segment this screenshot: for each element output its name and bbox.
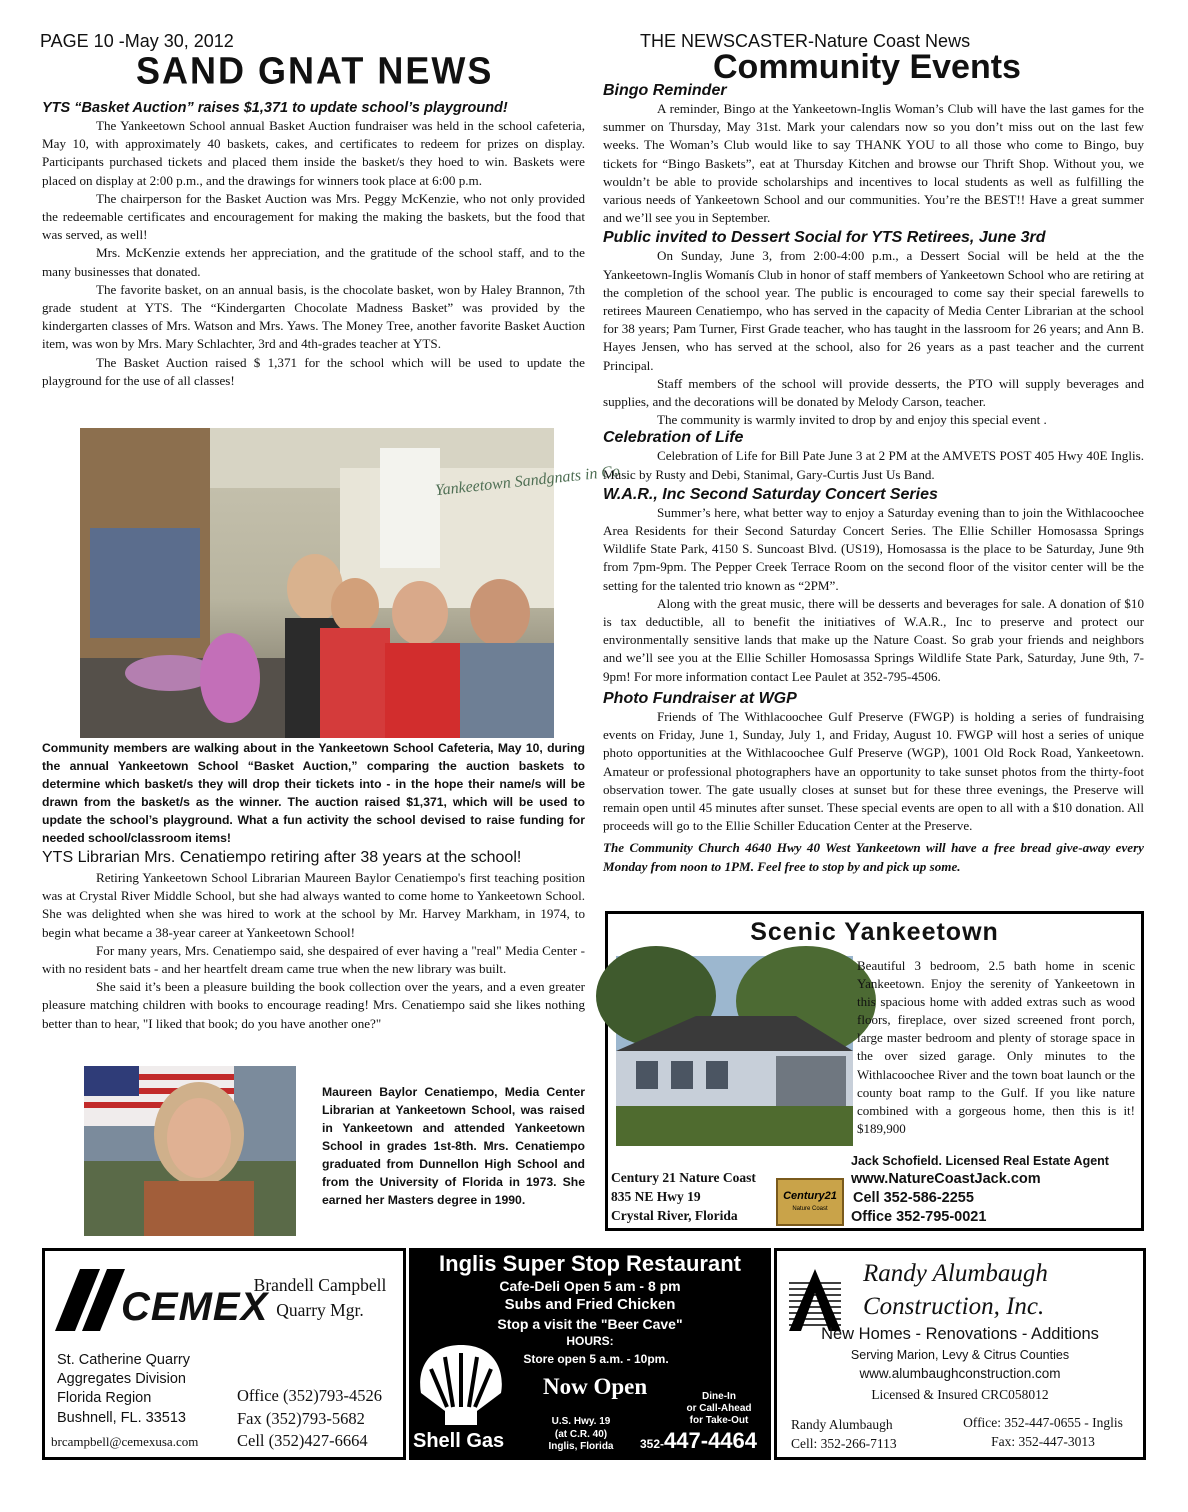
cafe-hours: Cafe-Deli Open 5 am - 8 pm [499, 1278, 681, 1294]
headline-celebration-of-life: Celebration of Life [603, 429, 744, 447]
ad-title: Scenic Yankeetown [750, 918, 999, 946]
century21-logo [776, 1178, 844, 1226]
now-open: Now Open [543, 1374, 648, 1399]
paragraph: The favorite basket, on an annual basis, is the chocolate basket, won by Haley Brannon, 7th grade student at YTS. The “Kindergarten Chocolate Madness Basket” was provided by the kindergarten classes of Mrs. Watson and Mrs. Yaws. The Money Tree, another favorite Basket Auction item, was won by Mrs. Mary Schlachter, 3rd and 4th-grades teacher at YTS. [42, 281, 585, 352]
headline: YTS “Basket Auction” raises $1,371 to update school’s playground! [42, 100, 508, 116]
cemex-contact-name [240, 1273, 400, 1323]
call-ahead: or Call-Ahead [686, 1403, 752, 1414]
cemex-logo [55, 1269, 269, 1333]
beer-cave: Stop a visit the "Beer Cave" [497, 1316, 683, 1332]
headline: YTS Librarian Mrs. Cenatiempo retiring after 38 years at the school! [42, 849, 522, 866]
cemex-phones [237, 1385, 382, 1453]
article-librarian-retiring [42, 849, 585, 1033]
ad-inglis-super-stop [409, 1248, 771, 1460]
agent-info [851, 1152, 1109, 1227]
phone-area-code: 352- [640, 1437, 665, 1451]
restaurant-address [531, 1416, 631, 1454]
section-title-sand-gnat-news: SAND GNAT NEWS [136, 48, 494, 92]
century21-logo-text: Century21 [783, 1190, 837, 1202]
photo-banner-text: Yankeetown Sandgnats in Co [434, 462, 621, 500]
church-notice: The Community Church 4640 Hwy 40 West Yankeetown will have a free bread give-away every Monday from noon to 1PM. Feel free to stop by and pick up some. [603, 840, 1144, 874]
paragraph: Friends of The Withlacoochee Gulf Preserve (FWGP) is holding a series of fundraising events on Friday, June 1, Sunday, July 1, and Friday, August 10. FWGP will host a series of unique photo opportunities at the Withlacoochee Gulf Preserve (WGP), 1001 Old Rock Road, Yankeetown. Amateur or professional photographers have an opportunity to take sunset photos from the thirty-foot observation tower. The gate usually closes at sunset but for these three evenings, the Preserve will remain open until 45 minutes after sunset. These special events are open to all with a $10 donation. All proceeds will go to the Ellie Schiller Education Center at the Preserve. [603, 708, 1144, 834]
cemex-email[interactable]: brcampbell@cemexusa.com [51, 1434, 199, 1449]
cell-phone: Cell (352)427-6664 [237, 1431, 368, 1450]
company-name [863, 1257, 1048, 1323]
address-city: Inglis, Florida [548, 1441, 614, 1452]
broker-street: 835 NE Hwy 19 [611, 1189, 701, 1204]
restaurant-phone [640, 1428, 757, 1454]
broker-city: Crystal River, Florida [611, 1208, 738, 1223]
shell-gas-label: Shell Gas [413, 1430, 505, 1452]
ad-cemex [42, 1248, 406, 1460]
paragraph: A reminder, Bingo at the Yankeetown-Inglis Woman’s Club will have the last games for the summer on Thursday, May 31st. Mark your calendars now so you don’t miss out on the last few weeks. The Woman’s Club would like to say THANK YOU to all those who come to Bingo, buy tickets for “Bingo Baskets”, eat at Thursday Kitchen and browse our Thrift Shop. Without you, we wouldn’t be able to provide scholarships and incentives to local students as well as fulfilling the various needs of Yankeetown School and our communities. You’re the BEST!! Have a great summer and we’ll see you in September. [603, 101, 1144, 226]
agent-name: Jack Schofield. Licensed Real Estate Agent [851, 1154, 1109, 1168]
quarry-name: St. Catherine Quarry [57, 1352, 190, 1368]
owner-name: Randy Alumbaugh [791, 1417, 893, 1432]
photo-caption-maureen: Maureen Baylor Cenatiempo, Media Center Librarian at Yankeetown School, was raised in Yankeetown and attended Yankeetown School in grades 1st-8th. Mrs. Cenatiempo graduated from Dunnellon High School and from the University of Florida in 1973. She earned her Masters degree in 1990. [322, 1085, 585, 1207]
take-out: for Take-Out [689, 1415, 749, 1426]
shell-logo-icon [415, 1341, 507, 1431]
headline-war-concert: W.A.R., Inc Second Saturday Concert Series [603, 485, 938, 503]
paragraph: The Basket Auction raised $ 1,371 for the school which will be used to update the playground for the use of all classes! [42, 354, 585, 388]
broker-name: Century 21 Nature Coast [611, 1170, 756, 1185]
agent-website[interactable]: www.NatureCoastJack.com [851, 1171, 1041, 1187]
paragraph: Celebration of Life for Bill Pate June 3 at 2 PM at the AMVETS POST 405 Hwy 40E Inglis. Music by Rusty and Debi, Stanimal, Gary-Curtis Just Us Band. [603, 448, 1144, 482]
paragraph: For many years, Mrs. Cenatiempo said, she despaired of ever having a "real" Media Center - with no resident bats - and her heartfelt dream came true when the new library was built. [42, 942, 585, 977]
phone-number: 447-4464 [664, 1428, 758, 1453]
agent-office: Office 352-795-0021 [851, 1209, 987, 1225]
paragraph: The community is warmly invited to drop by and enjoy this special event . [657, 412, 1047, 428]
cemex-address [57, 1351, 190, 1428]
subs-chicken: Subs and Fried Chicken [504, 1296, 676, 1313]
cemex-slashes-icon [55, 1269, 125, 1331]
service-area: Serving Marion, Levy & Citrus Counties [850, 1348, 1070, 1362]
paragraph: On Sunday, June 3, from 2:00-4:00 p.m., a Dessert Social will be held at the the Yankeetown-Inglis Womanís Club in honor of staff members of Yankeetown School who are retiring at the completion of the school year. The public is encouraged to come say their special farewells to retirees Maureen Cenatiempo, who has served in the capacity of Media Center Librarian at the school for 38 years; Pam Turner, First Grade teacher, who has taught in the lassroom for 26 years; and Ann B. Hayes Jensen, who has served at the school, also for 26 years as a past teacher and the current Principal. [603, 248, 1144, 373]
license-number: Licensed & Insured CRC058012 [871, 1387, 1049, 1402]
company-name-line1: Randy Alumbaugh [863, 1260, 1048, 1287]
headline-dessert-social: Public invited to Dessert Social for YTS Retirees, June 3rd [603, 229, 1046, 247]
article-basket-auction [42, 100, 585, 390]
headline-bingo: Bingo Reminder [603, 82, 727, 99]
company-website[interactable]: www.alumbaughconstruction.com [859, 1366, 1061, 1381]
photo-basket-auction [80, 428, 621, 738]
page-number-date: PAGE 10 -May 30, 2012 [40, 31, 234, 51]
fax-number: Fax (352)793-5682 [237, 1408, 365, 1428]
company-name-line2: Construction, Inc. [863, 1293, 1045, 1320]
ad-scenic-yankeetown [605, 911, 1144, 1231]
paragraph: Staff members of the school will provide desserts, the PTO will supply beverages and supplies, and the decorations will be donated by Melody Carson, teacher. [603, 375, 1144, 410]
alumbaugh-a-logo-icon [789, 1269, 841, 1331]
paragraph: Along with the great music, there will be desserts and beverages for sale. A donation of $10 is tax deductible, all to benefit the initiatives of W.A.R., Inc to preserve and protect our environmentally sensitive lands that make up the Nature Coast. So grab your friends and neighbors and we’ll see you at the Ellie Schiller Homosassa Springs Wildlife State Park, Saturday, June 9th, 7-9pm! For more information contact Lee Paulet at 352-795-4506. [603, 595, 1144, 684]
address-hwy: U.S. Hwy. 19 [551, 1416, 611, 1427]
paragraph: Retiring Yankeetown School Librarian Maureen Baylor Cenatiempo's first teaching position was at Crystal River Middle School, but she had always wanted to come home to Yankeetown School. She was delighted when she was hired to work at the school by Mr. Harvey Markham, in 1974, to begin what became a 38-year career at Yankeetown School! [42, 870, 585, 940]
photo-caption-basket-auction: Community members are walking about in the Yankeetown School Cafeteria, May 10, during the annual Yankeetown School “Basket Auction,” comparing the auction baskets to determine which basket/s they will drop their tickets into - in the hope their name/s will be drawn from the basket/s as the winner. The auction raised $1,371, which will be used to update the school’s playground. What a fun activity the school devised to raise funding for needed school/classroom items! [42, 741, 585, 845]
agent-cell: Cell 352-586-2255 [853, 1190, 974, 1206]
manager-title: Quarry Mgr. [276, 1300, 364, 1320]
office-phone: Office (352)793-4526 [237, 1386, 382, 1405]
owner-contact [791, 1415, 897, 1453]
services-tagline: New Homes - Renovations - Additions [821, 1325, 1099, 1343]
office-phone: Office: 352-447-0655 - Inglis [963, 1415, 1123, 1430]
listing-description: Beautiful 3 bedroom, 2.5 bath home in scenic Yankeetown. Enjoy the serenity of Yankeetown in this spacious home with added extras such as wood floors, fireplace, over sized screened front porch, large master bedroom and plenty of storage space in the over sized garage. Only minutes to the Withlacoochee River and the town boat launch or the county boat ramp to the Gulf. If you like nature combined with a gorgeous home, then this is it! $189,900 [857, 958, 1135, 1136]
paragraph: The chairperson for the Basket Auction was Mrs. Peggy McKenzie, who not only provided the redeemable certificates and encouragement for making the making the baskets, but the food that was served, as well! [42, 190, 585, 243]
paragraph: Mrs. McKenzie extends her appreciation, and the gratitude of the school staff, and to the many businesses that donated. [42, 245, 585, 279]
city: Bushnell, FL. 33513 [57, 1409, 186, 1426]
section-title-community-events: Community Events [713, 48, 1021, 86]
newspaper-name: THE NEWSCASTER-Nature Coast News [640, 31, 971, 51]
office-contact [953, 1413, 1133, 1451]
store-hours: Store open 5 a.m. - 10pm. [523, 1352, 669, 1366]
century21-logo-sub: Nature Coast [792, 1206, 828, 1212]
paragraph: Summer’s here, what better way to enjoy a Saturday evening than to join the Withlacoochee Area Residents for their Second Saturday Concert Series. The Ellie Schiller Homosassa Springs Wildlife State Park, 4150 S. Suncoast Blvd. (US19), Homosassa is the place to be Saturday, June 9th from 7pm-9pm. The Pepper Creek Terrace Room on the second floor of the visitor center will be the setting for the talented trio known as “2PM”. [603, 504, 1144, 593]
photo-maureen-cenatiempo [84, 1066, 296, 1236]
restaurant-name: Inglis Super Stop Restaurant [439, 1251, 741, 1276]
region: Florida Region [57, 1390, 152, 1407]
address-cr: (at C.R. 40) [554, 1428, 608, 1440]
paragraph: The Yankeetown School annual Basket Auction fundraiser was held in the school cafeteria, May 10, with approximately 40 baskets, cakes, and certificates to redeem for prizes on display. Participants purchased tickets and placed them inside the basket/s they hoed to win. Baskets were placed on display at 2:00 p.m., and the drawings for winners took place at 6:00 p.m. [42, 118, 585, 188]
headline-photo-fundraiser: Photo Fundraiser at WGP [603, 689, 797, 707]
ad-randy-alumbaugh [774, 1248, 1146, 1460]
office-fax: Fax: 352-447-3013 [991, 1434, 1095, 1449]
division: Aggregates Division [57, 1371, 186, 1388]
broker-address [611, 1168, 756, 1225]
dine-in-options [671, 1391, 767, 1427]
community-events-column [603, 82, 1144, 876]
manager-name: Brandell Campbell [253, 1275, 387, 1295]
dine-in: Dine-In [702, 1391, 736, 1402]
photo-house [616, 956, 853, 1146]
paragraph: She said it’s been a pleasure building the book collection over the years, and a even greater pleasure matching children with books to encourage reading! Mrs. Cenatiempo said she likes nothing better than to hear, "I liked that book; do you have another one?" [42, 979, 585, 1031]
hours-label: HOURS: [566, 1334, 614, 1348]
cemex-logo-text: CEMEX [121, 1285, 269, 1329]
owner-cell: Cell: 352-266-7113 [791, 1436, 897, 1451]
